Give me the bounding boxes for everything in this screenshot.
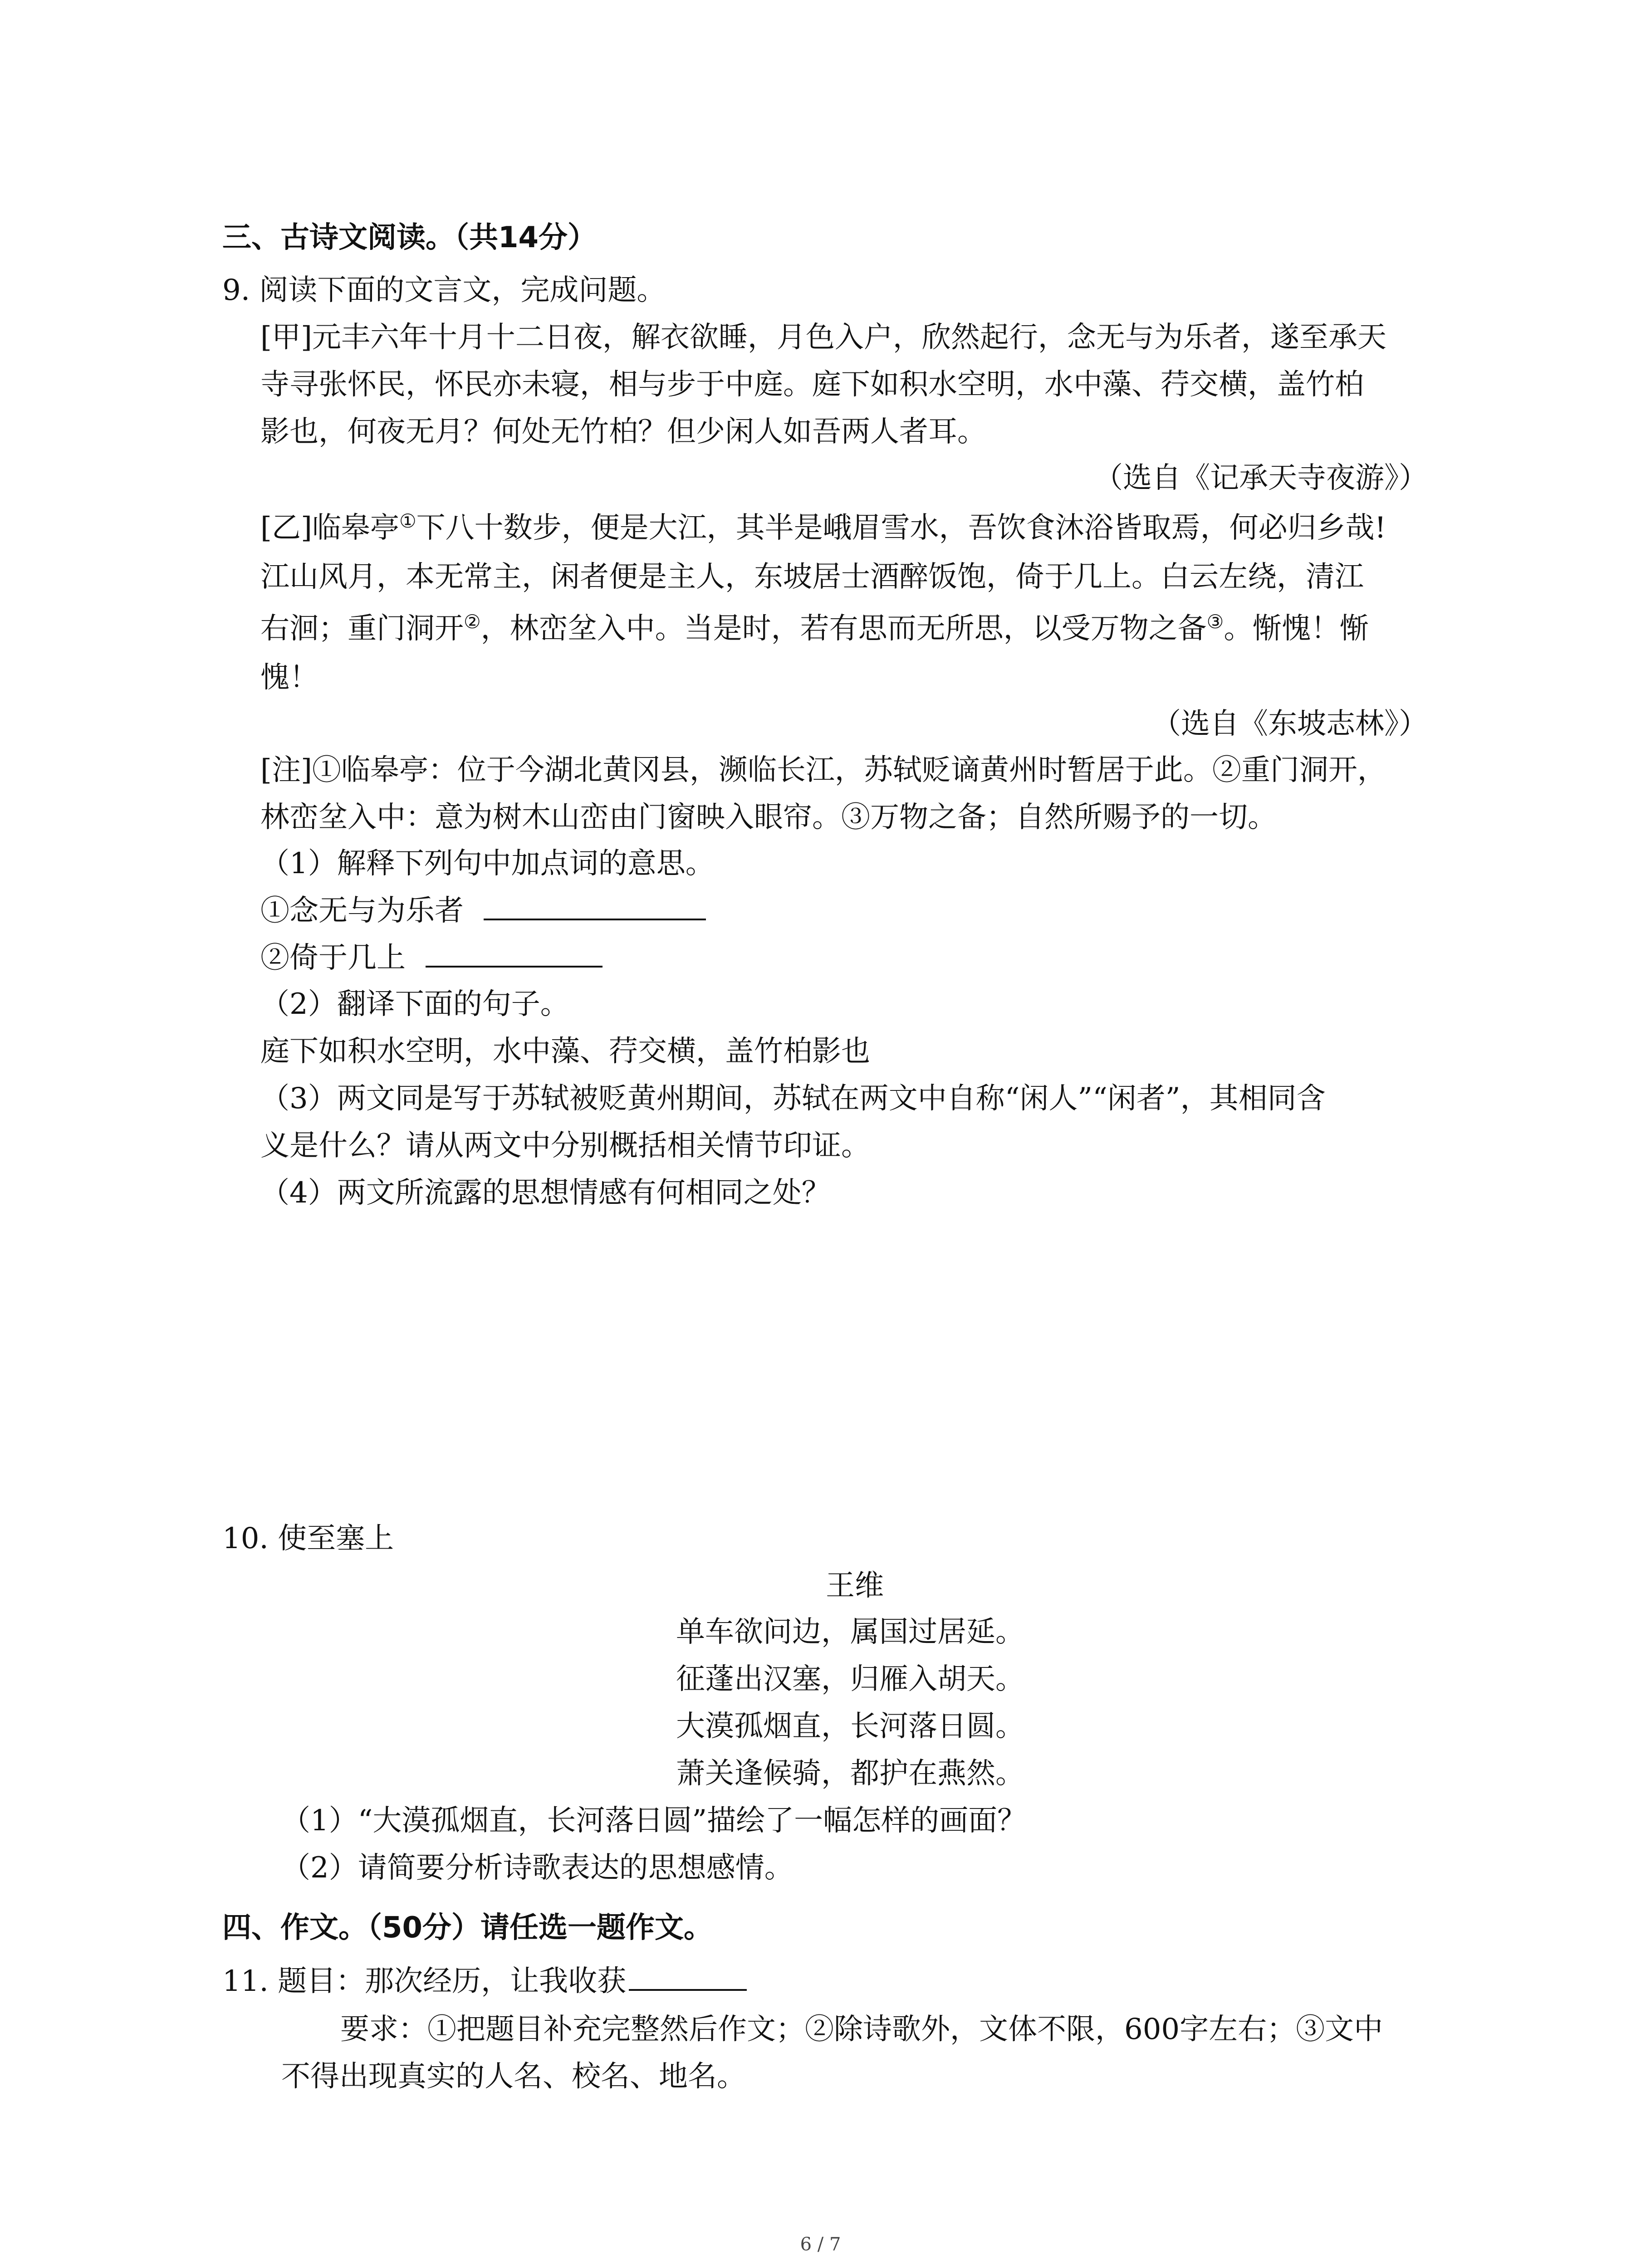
notes-line-1: [注]①临皋亭：位于今湖北黄冈县，濒临长江，苏轼贬谪黄州时暂居于此。②重门洞开， xyxy=(260,753,1386,787)
q10-sub2: （2）请简要分析诗歌表达的思想感情。 xyxy=(281,1851,794,1885)
poem-line-3: 大漠孤烟直，长河落日圆。 xyxy=(676,1710,1024,1743)
q9-sub2: （2）翻译下面的句子。 xyxy=(260,987,569,1021)
yi-line-3-start: 右洄；重门洞开 xyxy=(260,612,464,645)
q11-req-line-2: 不得出现真实的人名、校名、地名。 xyxy=(281,2060,746,2093)
q9-sub3-line-1: （3）两文同是写于苏轼被贬黄州期间，苏轼在两文中自称“闲人”“闲者”，其相同含 xyxy=(260,1082,1326,1115)
note-marker-1: ① xyxy=(399,510,416,532)
yi-line-2: 江山风月，本无常主，闲者便是主人，东坡居士酒醉饭饱，倚于几上。白云左绕，清江 xyxy=(260,560,1364,594)
poem-author: 王维 xyxy=(826,1569,884,1603)
q9-sub1-a xyxy=(260,894,706,928)
jia-line-3: 影也，何夜无月？何处无竹柏？但少闲人如吾两人者耳。 xyxy=(260,415,986,449)
jia-source: （选自《记承天寺夜游》） xyxy=(1094,461,1428,495)
yi-line-3-end: 。惭愧！惭 xyxy=(1224,612,1369,645)
yi-line-3-mid: ，林峦坌入中。当是时，若有思而无所思，以受万物之备 xyxy=(480,612,1207,645)
yi-line-4: 愧！ xyxy=(260,661,318,694)
q11-stem-text: 11. 题目：那次经历，让我收获 xyxy=(222,1965,627,1998)
q9-sub1-b xyxy=(260,943,603,973)
answer-blank-1[interactable] xyxy=(484,916,706,920)
jia-line-1: [甲]元丰六年十月十二日夜，解衣欲睡，月色入户，欣然起行，念无与为乐者，遂至承天 xyxy=(260,321,1386,354)
q9-sub4: （4）两文所流露的思想情感有何相同之处？ xyxy=(260,1176,831,1210)
q9-sub1: （1）解释下列句中加点词的意思。 xyxy=(260,847,715,880)
yi-source: （选自《东坡志林》） xyxy=(1152,707,1428,741)
poem-line-1: 单车欲问边，属国过居延。 xyxy=(676,1615,1024,1649)
yi-line-3 xyxy=(260,611,1369,645)
q9-sub1-a-text: ①念无与为乐者 xyxy=(260,894,464,928)
yi-line-1-start: [乙]临皋亭 xyxy=(260,511,399,545)
q10-sub1: （1）“大漠孤烟直，长河落日圆”描绘了一幅怎样的画面？ xyxy=(281,1804,1027,1838)
note-marker-3: ③ xyxy=(1206,611,1224,633)
section-3-title: 三、古诗文阅读。（共14分） xyxy=(222,221,597,254)
jia-line-2: 寺寻张怀民，怀民亦未寝，相与步于中庭。庭下如积水空明，水中藻、荇交横，盖竹柏 xyxy=(260,368,1364,401)
section-4-title: 四、作文。（50分）请任选一题作文。 xyxy=(222,1911,713,1945)
poem-line-4: 萧关逢候骑，都护在燕然。 xyxy=(676,1757,1024,1790)
q9-sub3-line-2: 义是什么？请从两文中分别概括相关情节印证。 xyxy=(260,1129,870,1163)
q9-stem: 9. 阅读下面的文言文，完成问题。 xyxy=(222,274,666,307)
q11-req-line-1: 要求：①把题目补充完整然后作文；②除诗歌外，文体不限，600字左右；③文中 xyxy=(340,2013,1383,2046)
title-blank[interactable] xyxy=(629,1986,747,1991)
q9-sub2-sentence: 庭下如积水空明，水中藻、荇交横，盖竹柏影也 xyxy=(260,1035,870,1068)
poem-line-2: 征蓬出汉塞，归雁入胡天。 xyxy=(676,1662,1024,1696)
answer-blank-2[interactable] xyxy=(426,963,603,968)
q10-stem: 10. 使至塞上 xyxy=(222,1522,394,1555)
note-marker-2: ② xyxy=(464,611,481,633)
yi-line-1-end: 下八十数步，便是大江，其半是峨眉雪水，吾饮食沐浴皆取焉，何必归乡哉! xyxy=(416,511,1386,545)
q9-sub1-b-text: ②倚于几上 xyxy=(260,941,406,975)
notes-line-2: 林峦坌入中：意为树木山峦由门窗映入眼帘。③万物之备；自然所赐予的一切。 xyxy=(260,801,1277,834)
yi-line-1 xyxy=(260,510,1386,545)
q11-stem xyxy=(222,1967,747,1996)
page-number: 6 / 7 xyxy=(800,2234,841,2255)
